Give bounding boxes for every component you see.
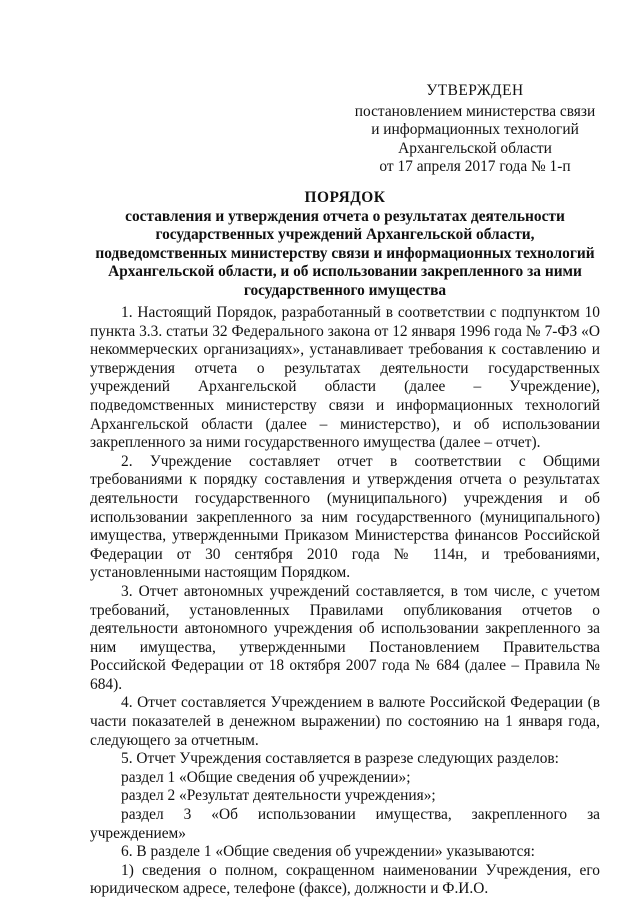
approval-line: постановлением министерства связи	[354, 102, 596, 120]
approval-stamp	[340, 82, 610, 177]
approval-line: Архангельской области	[398, 139, 552, 157]
paragraph-5: 5. Отчет Учреждения составляется в разрезе следующих разделов:	[121, 750, 559, 768]
document-title	[90, 189, 600, 301]
section-item-2: раздел 2 «Результат деятельности учреждения»;	[121, 787, 436, 805]
paragraph-6-item-1: 1) сведения о полном, сокращенном наименовании Учреждения, его юридическом адресе, телефоне (факсе), должности и Ф.И.О.	[90, 861, 600, 898]
paragraph-1: 1. Настоящий Порядок, разработанный в соответствии с подпунктом 10 пункта 3.3. статьи 32 Федерального закона от 12 января 1996 года № 7-ФЗ «О некоммерческих организациях», устанавливает требования к составлению и утверждения отчета о результатах деятельности государственных учреждений Архангельской области (далее – Учреждение), подведомственных министерству связи и информационных технологий Архангельской области (далее – министерство), и об использовании закрепленного за ними государственного имущества (далее – отчет).	[90, 304, 600, 452]
title-subtitle-line: Архангельской области, и об использовании закрепленного за ними	[108, 263, 582, 281]
title-subtitle-line: государственного имущества	[243, 281, 447, 299]
approval-heading: УТВЕРЖДЕН	[426, 82, 524, 99]
paragraph-6: 6. В разделе 1 «Общие сведения об учреждении» указываются:	[121, 843, 535, 861]
title-subtitle-line: подведомственных министерству связи и информационных технологий	[95, 244, 595, 262]
title-subtitle-line: составления и утверждения отчета о результатах деятельности	[125, 207, 565, 225]
section-item-1: раздел 1 «Общие сведения об учреждении»;	[121, 768, 411, 786]
section-item-3: раздел 3 «Об использовании имущества, закрепленного за учреждением»	[90, 806, 600, 842]
title-main: ПОРЯДОК	[304, 189, 386, 206]
document-body	[90, 304, 600, 899]
paragraph-4: 4. Отчет составляется Учреждением в валюте Российской Федерации (в части показателей в денежном выражении) по состоянию на 1 января года, следующего за отчетным.	[90, 694, 600, 749]
paragraph-2: 2. Учреждение составляет отчет в соответствии с Общими требованиями к порядку составления и утверждения отчета о результатах деятельности государственного (муниципального) учреждения и об использовании закрепленного за ним государственного (муниципального) имущества, утвержденными Приказом Министерства финансов Российской Федерации от 30 сентября 2010 года № 114н, и требованиями, установленными настоящим Порядком.	[90, 452, 600, 582]
approval-line: и информационных технологий	[371, 121, 579, 139]
paragraph-3: 3. Отчет автономных учреждений составляется, в том числе, с учетом требований, установленных Правилами опубликования отчетов о деятельности автономного учреждения об использовании закрепленного за ним имущества, утвержденными Постановлением Правительства Российской Федерации от 18 октября 2007 года № 684 (далее – Правила № 684).	[90, 582, 600, 693]
title-subtitle-line: государственных учреждений Архангельской области,	[155, 226, 535, 244]
approval-line: от 17 апреля 2017 года № 1-п	[379, 158, 571, 176]
